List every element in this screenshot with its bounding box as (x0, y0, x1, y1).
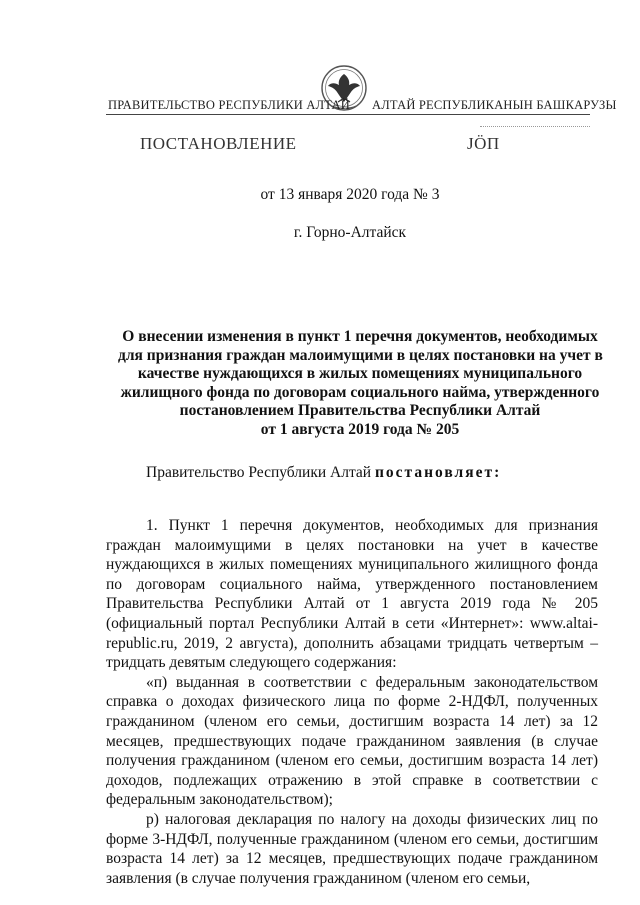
decree-intro: Правительство Республики Алтай (146, 464, 375, 481)
title-line: О внесении изменения в пункт 1 перечня документов, необходимых (122, 328, 598, 345)
decree-word: постановляет: (374, 464, 502, 481)
document-body (106, 516, 598, 888)
title-line: качестве нуждающихся в жилых помещениях муниципального (137, 365, 583, 382)
title-line: жилищного фонда по договорам социального найма, утвержденного (120, 383, 600, 401)
header-divider (106, 114, 590, 115)
header-dotted-line (480, 126, 590, 127)
document-title (118, 328, 602, 439)
document-kind-russian: ПОСТАНОВЛЕНИЕ (140, 134, 297, 153)
body-paragraph: 1. Пункт 1 перечня документов, необходимых для признания граждан малоимущими в целях постановки на учет в качестве нуждающихся в жилых помещениях муниципального жилищного фонда по договорам социального найма, утвержденного постановлением Правительства Республики Алтай от 1 августа 2019 года № 205 (официальный портал Республики Алтай в сети «Интернет»: www.altai-republic.ru, 2019, 2 августа), дополнить абзацами тридцать четвертым – тридцать девятым следующего содержания: (106, 517, 598, 672)
government-name-altai: АЛТАЙ РЕСПУБЛИКАНЫН БАШКАРУЗЫ (372, 98, 617, 112)
government-name-russian: ПРАВИТЕЛЬСТВО РЕСПУБЛИКИ АЛТАЙ (108, 98, 350, 112)
document-city: г. Горно-Алтайск (293, 224, 407, 241)
document-date-number: от 13 января 2020 года № 3 (260, 186, 440, 203)
document-kind-altai: ЈӦП (467, 134, 500, 153)
body-paragraph: «п) выданная в соответствии с федеральным законодательством справка о доходах физического лица по форме 2-НДФЛ, полученных гражданином (членом его семьи, достигшим возраста 14 лет) за 12 месяцев, предшествующих подаче гражданином заявления (в случае получения гражданином (членом его семьи, достигшим возраста 14 лет) доходов, подлежащих отражению в этой справке в соответствии с федеральным законодательством); (106, 673, 598, 809)
title-line: для признания граждан малоимущими в целях постановки на учет в (118, 346, 603, 364)
title-line: постановлением Правительства Республики Алтай (179, 402, 541, 419)
body-paragraph: р) налоговая декларация по налогу на доходы физических лиц по форме 3-НДФЛ, полученные гражданином (членом его семьи, достигшим возраста 14 лет) за 12 месяцев, предшествующих подаче гражданином заявления (в случае получения гражданином (членом его семьи, (106, 810, 598, 887)
decree-statement (146, 464, 501, 482)
title-line: от 1 августа 2019 года № 205 (260, 420, 460, 438)
